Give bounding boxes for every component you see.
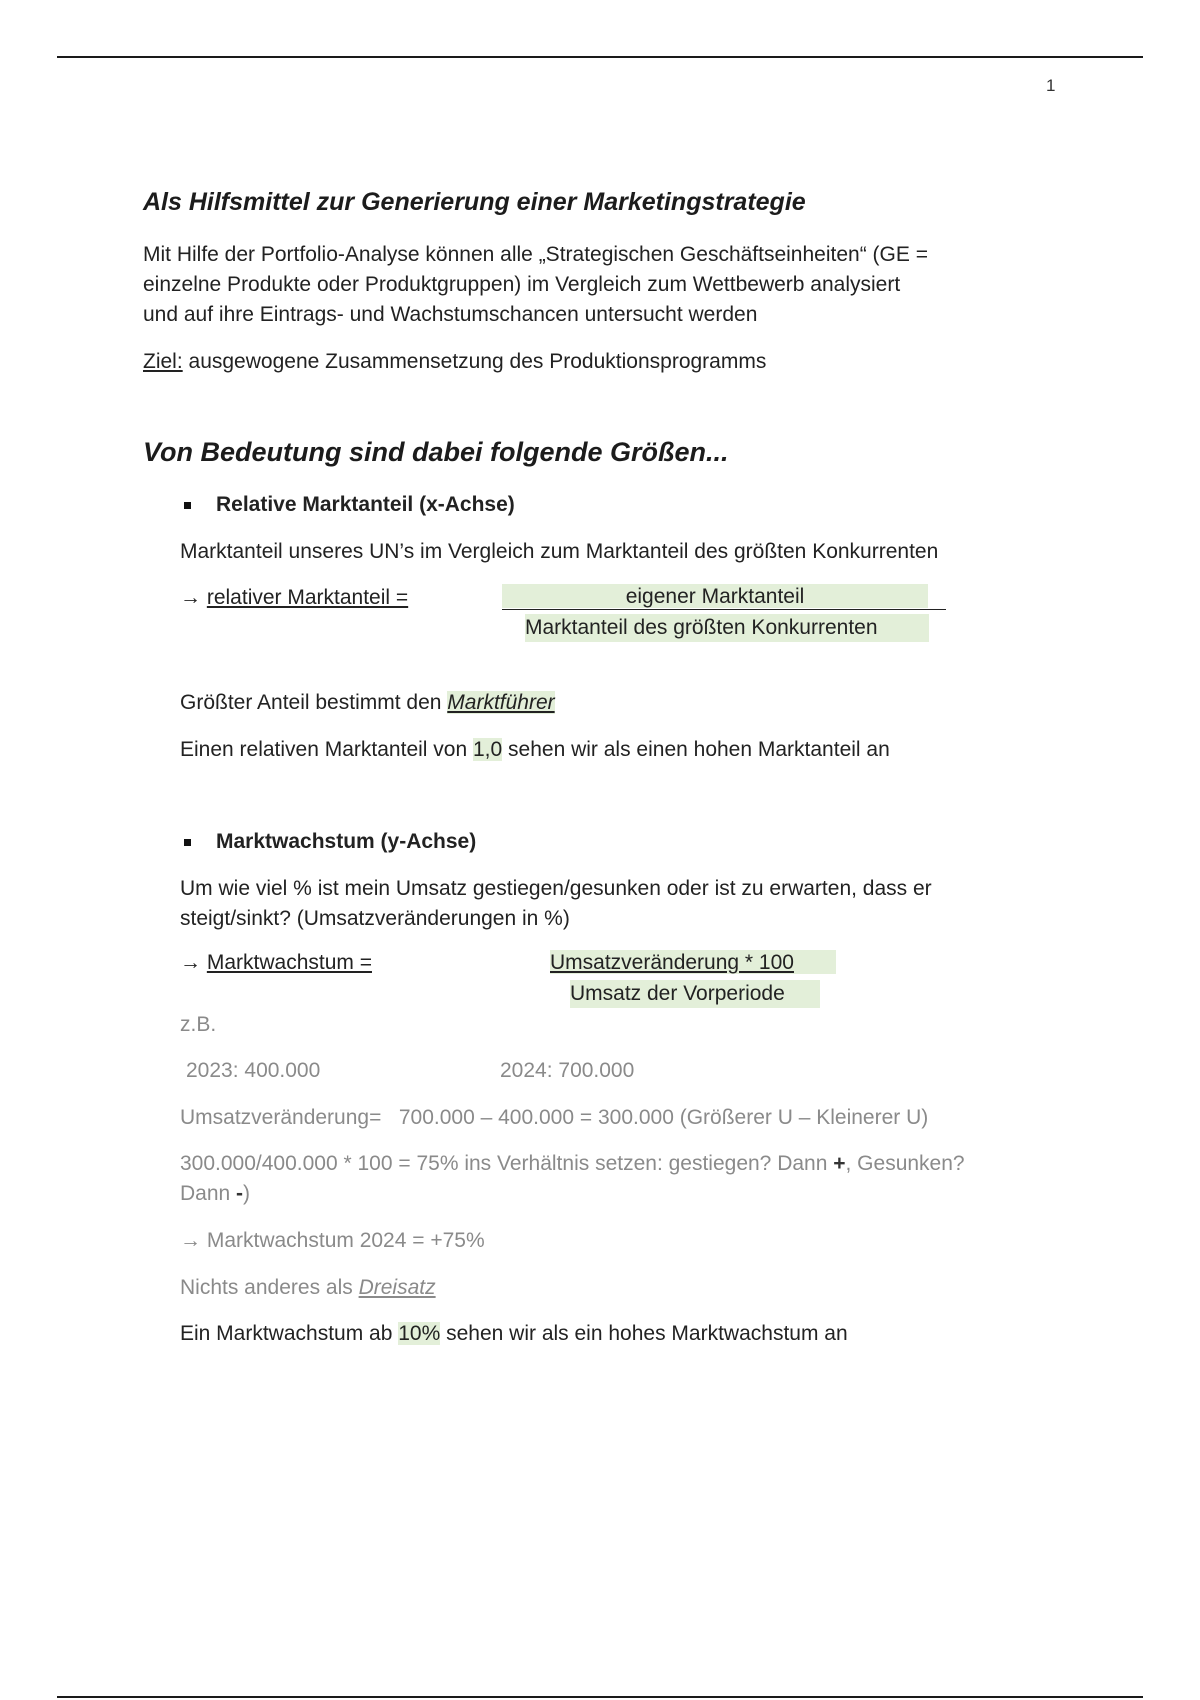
example-label: z.B. bbox=[180, 1013, 217, 1036]
intro-paragraph-line-1: Mit Hilfe der Portfolio-Analyse können alle „Strategischen Geschäftseinheiten“ (GE = bbox=[143, 243, 928, 266]
growth-denominator: Umsatz der Vorperiode bbox=[570, 982, 785, 1005]
fraction-line bbox=[502, 609, 946, 610]
market-leader-term: Marktführer bbox=[447, 691, 555, 714]
growth-numerator: Umsatzveränderung * 100 bbox=[550, 951, 794, 974]
minus-sign: - bbox=[236, 1182, 244, 1205]
growth-formula-label: → Marktwachstum = bbox=[180, 951, 372, 974]
market-leader-line: Größter Anteil bestimmt den Marktführer bbox=[180, 691, 555, 714]
high-growth-value: 10% bbox=[398, 1322, 441, 1345]
high-share-value: 1,0 bbox=[473, 738, 503, 761]
relative-share-denominator: Marktanteil des größten Konkurrenten bbox=[525, 616, 878, 639]
intro-paragraph-line-3: und auf ihre Eintrags- und Wachstumschancen untersucht werden bbox=[143, 303, 758, 326]
high-share-line: Einen relativen Marktanteil von 1,0 sehen wir als einen hohen Marktanteil an bbox=[180, 738, 890, 761]
goal-line bbox=[143, 347, 766, 377]
intro-heading: Als Hilfsmittel zur Generierung einer Marketingstrategie bbox=[143, 188, 806, 216]
relative-share-numerator: eigener Marktanteil bbox=[625, 585, 805, 608]
ratio-line-1: 300.000/400.000 * 100 = 75% ins Verhältnis setzen: gestiegen? Dann +, Gesunken? bbox=[180, 1152, 965, 1175]
arrow-icon: → bbox=[180, 586, 201, 609]
growth-result-line: → Marktwachstum 2024 = +75% bbox=[180, 1229, 485, 1252]
rule-of-three-term: Dreisatz bbox=[358, 1276, 436, 1299]
relative-share-description: Marktanteil unseres UN’s im Vergleich zum Marktanteil des größten Konkurrenten bbox=[180, 540, 939, 563]
relative-share-formula-label: → relativer Marktanteil = bbox=[180, 586, 409, 609]
growth-question-line-2: steigt/sinkt? (Umsatzveränderungen in %) bbox=[180, 907, 570, 930]
arrow-icon: → bbox=[180, 1229, 201, 1252]
bullet-marker bbox=[184, 502, 191, 509]
growth-question-line-1: Um wie viel % ist mein Umsatz gestiegen/gesunken oder ist zu erwarten, dass er bbox=[180, 877, 932, 900]
footer-rule bbox=[57, 1696, 1143, 1698]
header-rule bbox=[57, 56, 1143, 58]
bullet-relative-market-share-title: Relative Marktanteil (x-Achse) bbox=[216, 493, 515, 516]
high-growth-line: Ein Marktwachstum ab 10% sehen wir als ein hohes Marktwachstum an bbox=[180, 1322, 848, 1345]
goal-label: Ziel: bbox=[143, 350, 183, 373]
page-number: 1 bbox=[1046, 76, 1056, 95]
arrow-icon: → bbox=[180, 951, 201, 974]
section-heading: Von Bedeutung sind dabei folgende Größen... bbox=[143, 437, 729, 467]
sales-change-line: Umsatzveränderung= 700.000 – 400.000 = 300.000 (Größerer U – Kleinerer U) bbox=[180, 1106, 929, 1129]
ratio-line-2: Dann -) bbox=[180, 1182, 251, 1205]
bullet-market-growth-title: Marktwachstum (y-Achse) bbox=[216, 830, 477, 853]
example-year-2024: 2024: 700.000 bbox=[500, 1059, 635, 1082]
plus-sign: + bbox=[833, 1152, 846, 1175]
goal-text: ausgewogene Zusammensetzung des Produktionsprogramms bbox=[182, 350, 767, 373]
intro-paragraph-line-2: einzelne Produkte oder Produktgruppen) im Vergleich zum Wettbewerb analysiert bbox=[143, 273, 901, 296]
bullet-marker bbox=[184, 839, 191, 846]
example-year-2023: 2023: 400.000 bbox=[186, 1059, 321, 1082]
rule-of-three-line: Nichts anderes als Dreisatz bbox=[180, 1276, 436, 1299]
